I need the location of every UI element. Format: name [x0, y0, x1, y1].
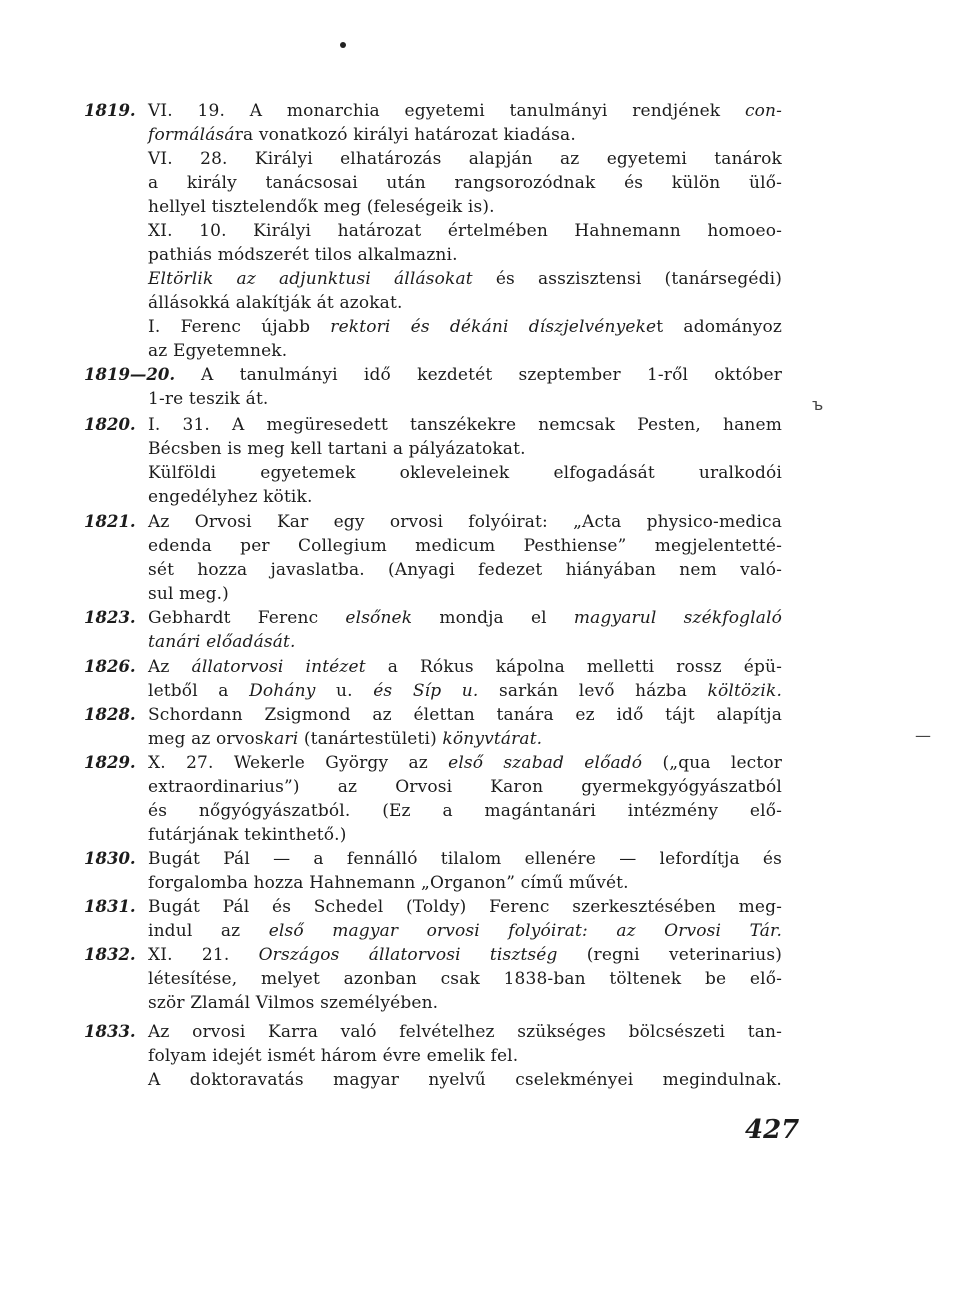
year-1831: 1831. [84, 897, 136, 916]
entry-line: 1-re teszik át. [148, 389, 269, 409]
entry-line: extraordinarius”) az Orvosi Karon gyermekgyógyászatból [148, 777, 782, 797]
entry-line: Bugát Pál és Schedel (Toldy) Ferenc szerkesztésében meg- [148, 897, 782, 917]
year-1828: 1828. [84, 705, 136, 724]
entry-line: sét hozza javaslatba. (Anyagi fedezet hiányában nem való- [148, 560, 782, 580]
year-1821: 1821. [84, 512, 136, 531]
entry-line: I. 31. A megüresedett tanszékekre nemcsak Pesten, hanem [148, 415, 782, 435]
entry-line: ször Zlamál Vilmos személyében. [148, 993, 439, 1013]
page-number: 427 [745, 1115, 800, 1145]
year-1830: 1830. [84, 849, 136, 868]
margin-mark: ъ [812, 395, 824, 414]
year-1823: 1823. [84, 608, 136, 627]
entry-line: Bécsben is meg kell tartani a pályázatokat. [148, 439, 526, 459]
year-1819-20: 1819—20. [84, 365, 176, 384]
year-1833: 1833. [84, 1022, 136, 1041]
entry-line: meg az orvoskari (tanártestületi) könyvtárat. [148, 729, 543, 749]
entry-line: állásokká alakítják át azokat. [148, 293, 403, 313]
entry-line: a király tanácsosai után rangsorozódnak és külön ülő- [148, 173, 782, 193]
entry-line: VI. 19. A monarchia egyetemi tanulmányi rendjének con- [148, 101, 782, 121]
entry-line: engedélyhez kötik. [148, 487, 313, 507]
entry-line: VI. 28. Királyi elhatározás alapján az egyetemi tanárok [148, 149, 782, 169]
entry-line: folyam idejét ismét három évre emelik fel. [148, 1046, 519, 1066]
entry-line: sul meg.) [148, 584, 229, 604]
margin-dash: — [915, 726, 931, 745]
year-1820: 1820. [84, 415, 136, 434]
entry-line: formálására vonatkozó királyi határozat kiadása. [148, 125, 576, 145]
entry-line: az Egyetemnek. [148, 341, 288, 361]
year-1832: 1832. [84, 945, 136, 964]
entry-line: Az Orvosi Kar egy orvosi folyóirat: „Acta physico-medica [148, 512, 782, 532]
entry-line: I. Ferenc újabb rektori és dékáni díszjelvényeket adományoz [148, 317, 783, 337]
entry-line: Schordann Zsigmond az élettan tanára ez idő tájt alapítja [148, 705, 782, 725]
year-1826: 1826. [84, 657, 136, 676]
entry-line: XI. 10. Királyi határozat értelmében Hahnemann homoeo- [148, 221, 782, 241]
year-1829: 1829. [84, 753, 136, 772]
entry-line: X. 27. Wekerle György az első szabad előadó („qua lector [148, 753, 782, 773]
entry-line: A doktoravatás magyar nyelvű cselekményei megindulnak. [148, 1070, 782, 1090]
entry-line: létesítése, melyet azonban csak 1838-ban töltenek be elő- [148, 969, 782, 989]
ink-speck [340, 42, 346, 48]
entry-line: tanári előadását. [148, 632, 296, 652]
entry-line: és nőgyógyászatból. (Ez a magántanári intézmény elő- [148, 801, 782, 821]
entry-line: Bugát Pál — a fennálló tilalom ellenére — lefordítja és [148, 849, 782, 869]
entry-line: pathiás módszerét tilos alkalmazni. [148, 245, 458, 265]
entry-line: futárjának tekinthető.) [148, 825, 347, 845]
entry-line: Gebhardt Ferenc elsőnek mondja el magyarul székfoglaló [148, 608, 782, 628]
entry-line: A tanulmányi idő kezdetét szeptember 1-ről október [201, 365, 782, 385]
entry-line: Külföldi egyetemek okleveleinek elfogadását uralkodói [148, 463, 782, 483]
entry-line: Az állatorvosi intézet a Rókus kápolna melletti rossz épü- [148, 657, 782, 677]
entry-line: forgalomba hozza Hahnemann „Organon” című művét. [148, 873, 629, 893]
entry-line: edenda per Collegium medicum Pesthiense” megjelentetté- [148, 536, 782, 556]
entry-line: Az orvosi Karra való felvételhez szükséges bölcsészeti tan- [148, 1022, 782, 1042]
entry-line: indul az első magyar orvosi folyóirat: az Orvosi Tár. [148, 921, 782, 941]
entry-line: hellyel tisztelendők meg (feleségeik is). [148, 197, 495, 217]
entry-line: Eltörlik az adjunktusi állásokat és asszisztensi (tanársegédi) [148, 269, 782, 289]
year-1819: 1819. [84, 101, 136, 120]
entry-line: XI. 21. Országos állatorvosi tisztség (regni veterinarius) [148, 945, 782, 965]
entry-line: letből a Dohány u. és Síp u. sarkán levő házba költözik. [148, 681, 783, 701]
